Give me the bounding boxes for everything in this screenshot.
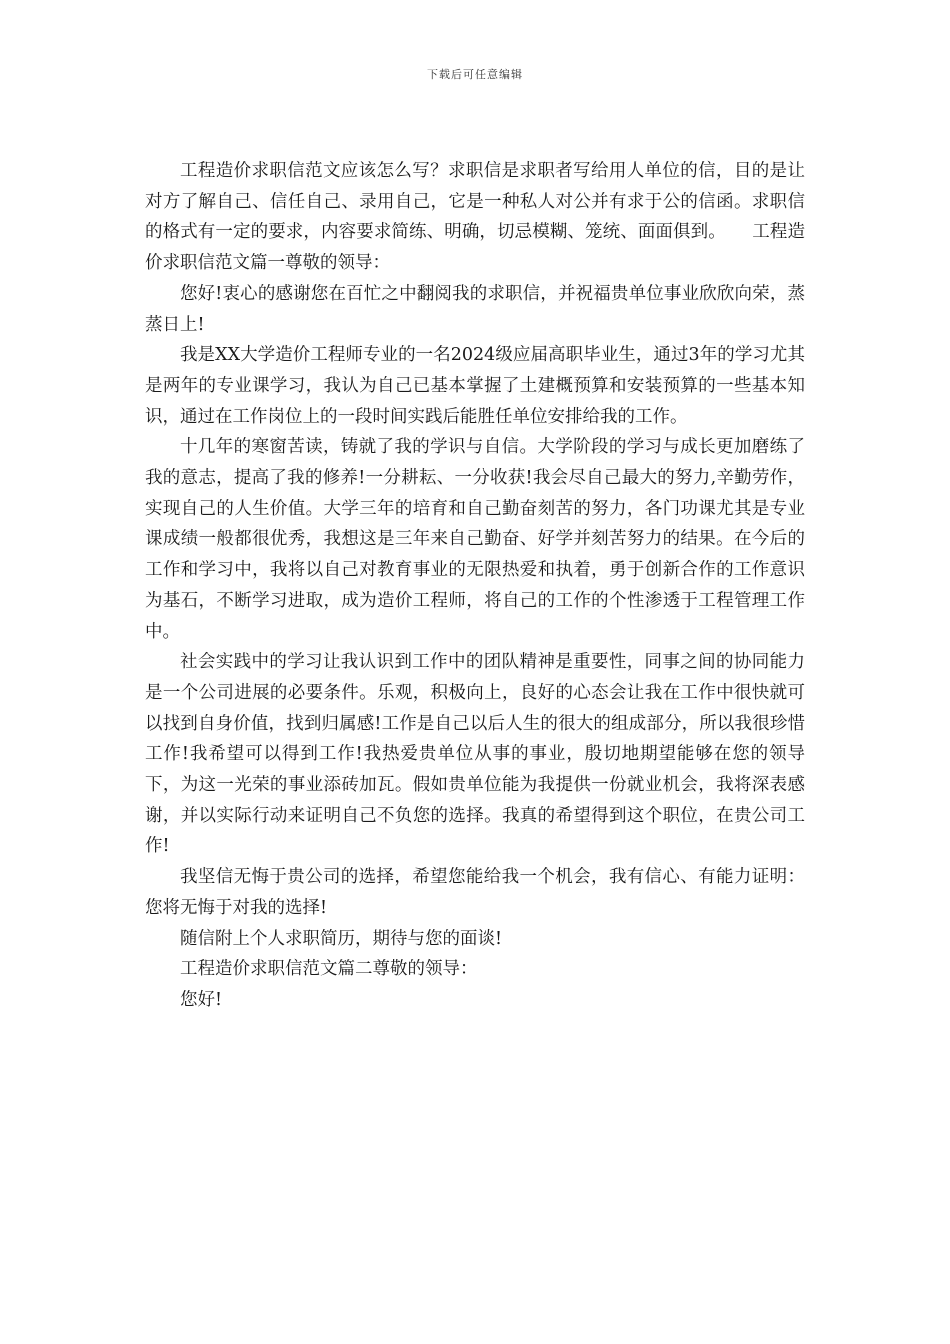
resume-attached-paragraph: 随信附上个人求职简历，期待与您的面谈! bbox=[180, 928, 503, 949]
confidence-paragraph: 我坚信无悔于贵公司的选择，希望您能给我一个机会，我有信心、有能力证明：您将无悔于对我的选择! bbox=[145, 867, 805, 918]
second-letter-title: 工程造价求职信范文篇二尊敬的领导： bbox=[180, 959, 478, 980]
intro-paragraph: 工程造价求职信范文应该怎么写？求职信是求职者写给用人单位的信，目的是让对方了解自己、信任自己、录用自己，它是一种私人对公并有求于公的信函。求职信的格式有一定的要求，内容要求简练、明确，切忌模糊、笼统、面面俱到。 工程造价求职信范文篇一尊敬的领导： bbox=[145, 161, 805, 274]
self-introduction-paragraph: 我是XX大学造价工程师专业的一名2024级应届高职毕业生，通过3年的学习尤其是两年的专业课学习，我认为自己已基本掌握了土建概预算和安装预算的一些基本知识，通过在工作岗位上的一段时间实践后能胜任单位安排给我的工作。 bbox=[145, 345, 805, 427]
page-header-note: 下载后可任意编辑 bbox=[427, 68, 523, 81]
study-experience-paragraph: 十几年的寒窗苦读，铸就了我的学识与自信。大学阶段的学习与成长更加磨练了我的意志，提高了我的修养!一分耕耘、一分收获!我会尽自己最大的努力,辛勤劳作，实现自己的人生价值。大学三年的培育和自己勤奋刻苦的努力，各门功课尤其是专业课成绩一般都很优秀，我想这是三年来自己勤奋、好学并刻苦努力的结果。在今后的工作和学习中，我将以自己对教育事业的无限热爱和执着，勇于创新合作的工作意识为基石，不断学习进取，成为造价工程师，将自己的工作的个性渗透于工程管理工作中。 bbox=[145, 437, 805, 642]
social-practice-paragraph: 社会实践中的学习让我认识到工作中的团队精神是重要性，同事之间的协同能力是一个公司进展的必要条件。乐观，积极向上，良好的心态会让我在工作中很快就可以找到自身价值，找到归属感!工作是自己以后人生的很大的组成部分，所以我很珍惜工作!我希望可以得到工作!我热爱贵单位从事的事业，殷切地期望能够在您的领导下，为这一光荣的事业添砖加瓦。假如贵单位能为我提供一份就业机会，我将深表感谢，并以实际行动来证明自己不负您的选择。我真的希望得到这个职位，在贵公司工作! bbox=[145, 652, 805, 857]
letter-body bbox=[145, 156, 805, 1016]
second-letter-greeting: 您好! bbox=[180, 989, 223, 1010]
greeting-paragraph: 您好!衷心的感谢您在百忙之中翻阅我的求职信，并祝福贵单位事业欣欣向荣，蒸蒸日上! bbox=[145, 283, 805, 335]
